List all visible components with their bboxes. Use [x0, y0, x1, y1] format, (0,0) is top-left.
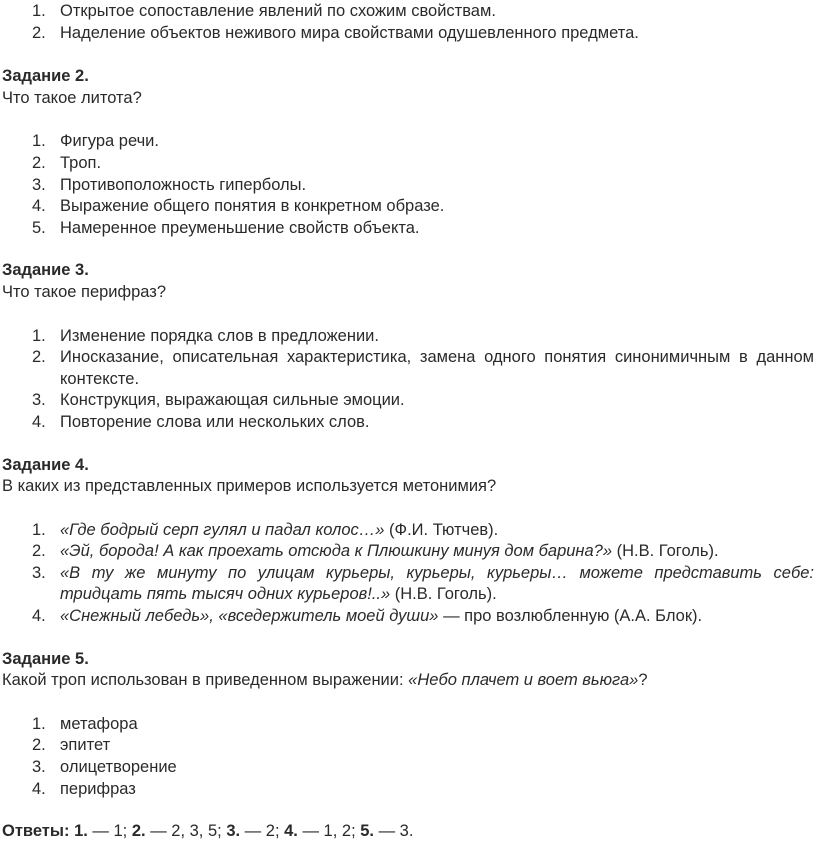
item-number: 3.: [32, 391, 46, 410]
item-text: эпитет: [60, 736, 111, 755]
item-number: 1.: [32, 714, 46, 733]
answer-number: 4.: [284, 822, 298, 841]
task2-question: Что такое литота?: [2, 88, 142, 107]
item-quote: «В ту же минуту по улицам курьеры, курьеры, курьеры… можете представить себе: тридцать пять тысяч одних курьеров!..»: [60, 563, 814, 604]
task5-question: [2, 670, 816, 692]
list-item: [2, 196, 816, 218]
item-number: 4.: [32, 607, 46, 626]
item-text: метафора: [60, 714, 138, 733]
item-number: 1.: [32, 520, 46, 539]
list-item: [2, 218, 816, 240]
list-item: [2, 412, 816, 434]
answer-number: 3.: [226, 822, 241, 841]
item-text: Троп.: [60, 153, 102, 172]
list-item: [2, 1, 816, 23]
answer-value: — 2, 3, 5;: [145, 822, 227, 841]
answer-value: — 1;: [87, 822, 132, 841]
list-item: [2, 175, 816, 197]
item-text: Повторение слова или нескольких слов.: [60, 412, 370, 431]
answer-value: — 1, 2;: [297, 822, 361, 841]
list-item: [2, 153, 816, 175]
task3-options: [2, 326, 816, 434]
task4-options: [2, 520, 816, 628]
item-number: 1.: [32, 2, 46, 20]
list-item: [2, 563, 816, 606]
list-item: [2, 606, 816, 628]
item-quote: «Где бодрый серп гулял и падал колос…»: [60, 520, 385, 539]
answer-value: — 2;: [240, 822, 285, 841]
task5-title: Задание 5.: [2, 649, 89, 668]
list-item: [2, 520, 816, 542]
item-number: 4.: [32, 197, 46, 216]
item-number: 1.: [32, 326, 46, 345]
item-number: 3.: [32, 175, 46, 194]
item-text: Противоположность гиперболы.: [60, 175, 307, 194]
list-item: [2, 779, 816, 801]
task2-options: [2, 131, 816, 239]
list-item: [2, 541, 816, 563]
item-text: Открытое сопоставление явлений по схожим свойствам.: [60, 2, 496, 20]
item-text: Наделение объектов неживого мира свойствами одушевленного предмета.: [60, 23, 639, 42]
task3-title: Задание 3.: [2, 261, 89, 280]
item-text: Изменение порядка слов в предложении.: [60, 326, 379, 345]
item-quote: «Снежный лебедь», «вседержитель моей души»: [60, 607, 439, 626]
task3-question: Что такое перифраз?: [2, 282, 167, 301]
list-item: [2, 735, 816, 757]
item-number: 2.: [32, 153, 46, 172]
item-text: Намеренное преуменьшение свойств объекта.: [60, 218, 420, 237]
item-text: перифраз: [60, 779, 136, 798]
question-quote: «Небо плачет и воет вьюга»: [408, 671, 639, 690]
item-text: Иносказание, описательная характеристика, замена одного понятия синонимичным в данном контексте.: [60, 348, 814, 388]
item-number: 3.: [32, 563, 46, 582]
list-item: [2, 347, 816, 390]
item-source: (Ф.И. Тютчев).: [384, 520, 499, 539]
task1-options: [2, 1, 816, 44]
item-number: 2.: [32, 23, 46, 42]
item-source: (Н.В. Гоголь).: [612, 542, 719, 561]
answers-line: [2, 821, 816, 843]
task4-title: Задание 4.: [2, 455, 89, 474]
item-number: 4.: [32, 779, 46, 798]
item-text: Конструкция, выражающая сильные эмоции.: [60, 391, 405, 410]
list-item: [2, 714, 816, 736]
list-item: [2, 757, 816, 779]
task5-options: [2, 714, 816, 800]
task2-title: Задание 2.: [2, 67, 89, 86]
list-item: [2, 390, 816, 412]
list-item: [2, 23, 816, 45]
item-text: Фигура речи.: [60, 132, 159, 151]
question-prefix: Какой троп использован в приведенном выражении:: [2, 671, 409, 690]
list-item: [2, 131, 816, 153]
list-item: [2, 326, 816, 348]
answer-number: 2.: [131, 822, 146, 841]
item-text: Выражение общего понятия в конкретном образе.: [60, 197, 445, 216]
answer-value: — 3.: [374, 822, 414, 841]
item-number: 2.: [32, 542, 46, 561]
item-source: (Н.В. Гоголь).: [390, 585, 497, 604]
answer-number: 5.: [360, 822, 374, 841]
item-source: — про возлюбленную (А.А. Блок).: [438, 607, 703, 626]
task4-question: В каких из представленных примеров используется метонимия?: [2, 477, 497, 496]
item-number: 2.: [32, 736, 46, 755]
item-number: 4.: [32, 412, 46, 431]
answer-number: 1.: [74, 822, 88, 841]
item-number: 3.: [32, 758, 46, 777]
item-number: 5.: [32, 218, 46, 237]
item-quote: «Эй, борода! А как проехать отсюда к Плюшкину минуя дом барина?»: [60, 542, 613, 561]
document-page: [0, 1, 816, 866]
question-suffix: ?: [638, 671, 648, 690]
item-text: олицетворение: [60, 758, 177, 777]
item-number: 1.: [32, 132, 46, 151]
answers-label: Ответы:: [2, 822, 70, 841]
item-number: 2.: [32, 348, 46, 367]
